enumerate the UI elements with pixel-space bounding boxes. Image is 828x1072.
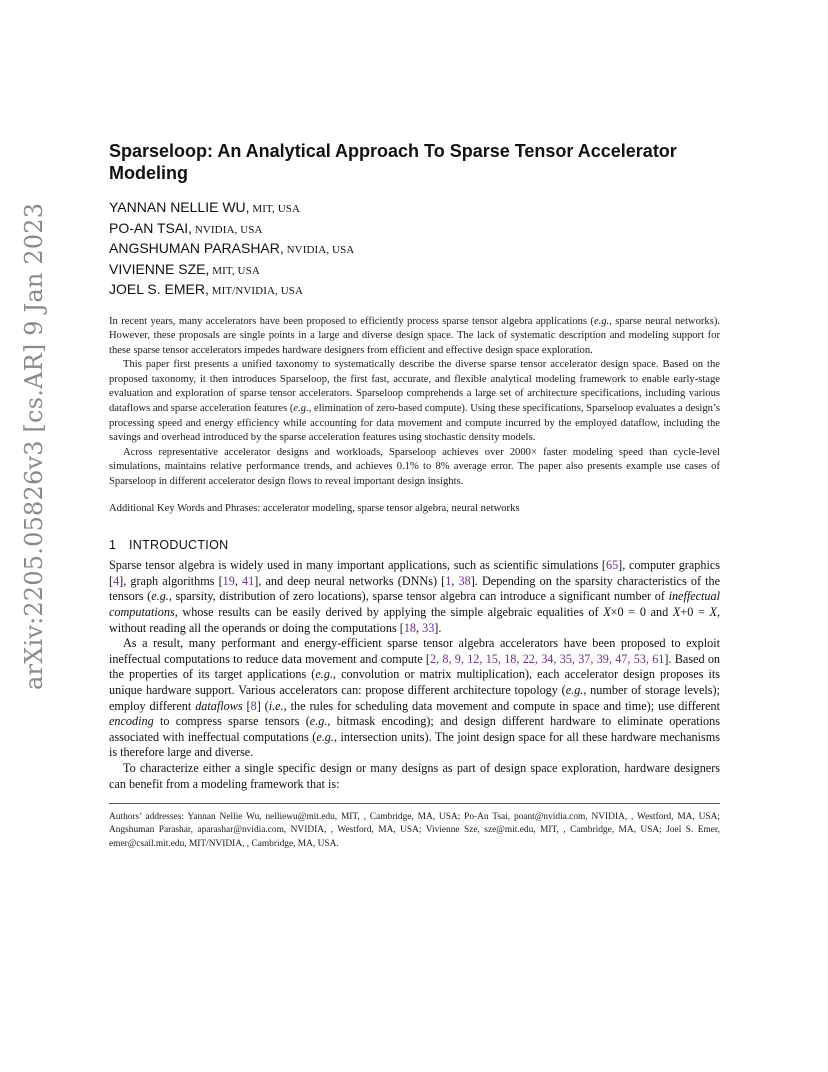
introduction-body xyxy=(109,558,720,792)
intro-paragraph-3: To characterize either a single specific design or many designs as part of design space exploration, hardware designers can benefit from a modeling framework that is: xyxy=(109,760,720,791)
abstract-paragraph-3: Across representative accelerator designs and workloads, Sparseloop achieves over 2000× faster modeling speed than cycle-level simulations, maintains relative performance trends, and achieves 0.1% to 8% average error. The paper also presents example use cases of Sparseloop in different accelerator design flows to reveal important design insights. xyxy=(109,446,720,488)
intro-paragraph-1: Sparse tensor algebra is widely used in many important applications, such as scientific simulations [65], computer graphics [4], graph algorithms [19, 41], and deep neural networks (DNNs) [1, 38]. Depending on the sparsity characteristics of the tensors (e.g., sparsity, distribution of zero locations), sparse tensor algebra can introduce a significant number of ineffectual computations, whose results can be easily derived by applying the simple algebraic equalities of X×0 = 0 and X+0 = X, without reading all the operands or doing the computations [18, 33]. xyxy=(109,558,721,635)
italic-text: e.g. xyxy=(593,315,610,327)
abstract-paragraph-2: This paper first presents a unified taxonomy to systematically describe the diverse sparse tensor accelerator design space. Based on the proposed taxonomy, it then introduces Sparseloop, the first fast, accurate, and flexible analytical modeling framework to enable early-stage evaluation and exploration of sparse tensor accelerators. Sparseloop comprehends a large set of architecture specifications, including various dataflows and sparse acceleration features (e.g., elimination of zero-based compute). Using these specifications, Sparseloop evaluates a design’s processing speed and energy efficiency while accounting for data movement and compute incurred by the employed dataflow, including the savings and overhead introduced by the sparse acceleration features using stochastic density models. xyxy=(109,359,720,444)
author-name: JOEL S. EMER, xyxy=(109,281,209,297)
italic-text: e.g. xyxy=(315,667,333,682)
section-title: INTRODUCTION xyxy=(129,538,229,553)
italic-text: e.g. xyxy=(151,589,169,604)
citation-link[interactable]: 2, 8, 9, 12, 15, 18, 22, 34, 35, 37, 39, 47, 53, 61 xyxy=(430,651,665,666)
citation-link[interactable]: 38 xyxy=(458,573,471,588)
authors-addresses-footnote: Authors’ addresses: Yannan Nellie Wu, nelliewu@mit.edu, MIT, , Cambridge, MA, USA; Po-An Tsai, poant@nvidia.com, NVIDIA, , Westford, MA, USA; Angshuman Parashar, aparashar@nvidia.com, NVIDIA, , Westford, MA, USA; Vivienne Sze, sze@mit.edu, MIT, , Cambridge, MA, USA; Joel S. Emer, emer@csail.mit.edu, MIT/NVIDIA, , Cambridge, MA, USA. xyxy=(109,812,720,849)
author-name: ANGSHUMAN PARASHAR, xyxy=(109,240,284,256)
abstract xyxy=(109,315,720,490)
italic-text: i.e. xyxy=(268,698,284,713)
citation-link[interactable]: 33 xyxy=(422,620,435,635)
italic-text: dataflows xyxy=(195,698,243,713)
author-list xyxy=(109,198,720,301)
italic-text: e.g. xyxy=(309,714,328,729)
citation-link[interactable]: 8 xyxy=(250,698,257,713)
author-4 xyxy=(109,260,720,281)
section-number: 1 xyxy=(109,538,117,553)
intro-paragraph-2: As a result, many performant and energy-efficient sparse tensor algebra accelerators have been proposed to exploit ineffectual computations to reduce data movement and compute [2, 8, 9, 12, 15, 18, 22, 34, 35, 37, 39, 47, 53, 61]. Based on the properties of its target applications (e.g., convolution or matrix multiplication), each accelerator design proposes its unique hardware support. Various accelerators can: propose different architecture topology (e.g., number of storage levels); employ different dataflows [8] (i.e., the rules for scheduling data movement and compute in space and time); use different encoding to compress sparse tensors (e.g., bitmask encoding); and design different hardware to eliminate operations associated with ineffectual computations (e.g., intersection units). The joint design space for all these hardware mechanisms is therefore large and diverse. xyxy=(109,636,721,760)
italic-text: e.g. xyxy=(565,682,584,697)
author-name: PO-AN TSAI, xyxy=(109,219,192,236)
citation-link[interactable]: 4 xyxy=(113,573,120,588)
italic-text: X xyxy=(709,605,717,619)
italic-text: ineffectual computations xyxy=(109,589,721,619)
author-1 xyxy=(109,198,720,219)
author-affiliation: MIT, USA xyxy=(249,203,301,215)
keywords: Additional Key Words and Phrases: accelerator modeling, sparse tensor algebra, neural networks xyxy=(109,502,520,514)
italic-text: encoding xyxy=(109,714,154,729)
paper-content xyxy=(109,140,720,851)
author-5 xyxy=(109,280,720,301)
italic-text: e.g. xyxy=(316,729,334,744)
citation-link[interactable]: 19 xyxy=(222,573,235,588)
footnote-divider xyxy=(109,803,720,804)
citation-link[interactable]: 41 xyxy=(242,573,255,588)
italic-text: X xyxy=(672,605,681,619)
abstract-paragraph-1: In recent years, many accelerators have been proposed to efficiently process sparse tensor algebra applications (e.g., sparse neural networks). However, these proposals are single points in a large and diverse design space. The lack of systematic description and modeling support for these sparse tensor accelerators impedes hardware designers from efficient and effective design space exploration. xyxy=(109,315,720,356)
author-name: VIVIENNE SZE, xyxy=(109,260,210,277)
author-affiliation: MIT, USA xyxy=(209,264,260,277)
arxiv-identifier: arXiv:2205.05826v3 [cs.AR] 9 Jan 2023 xyxy=(20,202,48,690)
citation-link[interactable]: 18 xyxy=(403,620,416,635)
paper-title: Sparseloop: An Analytical Approach To Sparse Tensor Accelerator Modeling xyxy=(109,141,677,183)
author-affiliation: NVIDIA, USA xyxy=(283,244,355,256)
author-2 xyxy=(109,219,720,240)
italic-text: e.g. xyxy=(293,403,309,415)
author-3 xyxy=(109,239,720,260)
author-name: YANNAN NELLIE WU, xyxy=(109,199,250,215)
author-affiliation: MIT/NVIDIA, USA xyxy=(208,285,304,297)
author-affiliation: NVIDIA, USA xyxy=(191,223,263,236)
italic-text: X xyxy=(603,605,611,619)
citation-link[interactable]: 1 xyxy=(445,573,452,588)
citation-link[interactable]: 65 xyxy=(605,558,619,573)
section-heading-introduction xyxy=(109,538,720,552)
